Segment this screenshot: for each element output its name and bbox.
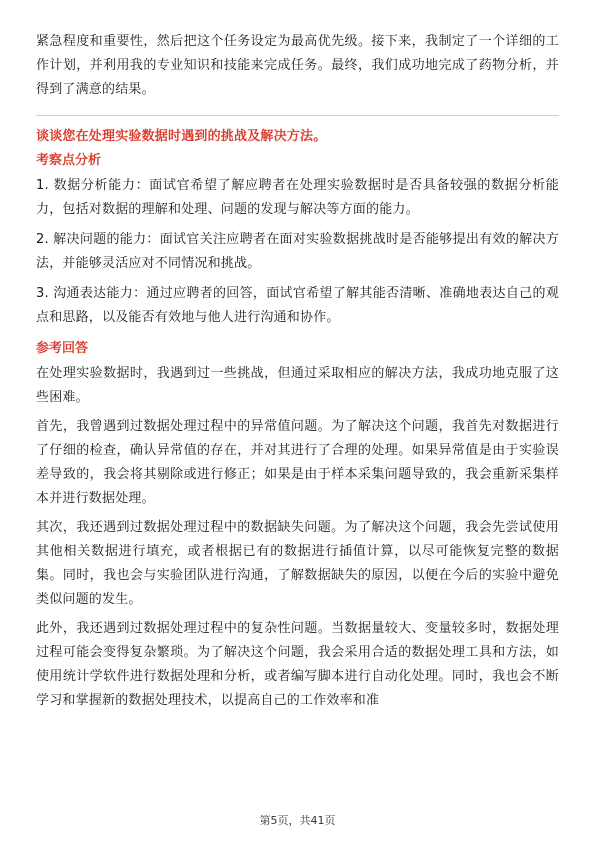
question-title: 谈谈您在处理实验数据时遇到的挑战及解决方法。 — [36, 129, 327, 144]
page-content — [36, 30, 559, 718]
answer-paragraph-3: 其次，我还遇到过数据处理过程中的数据缺失问题。为了解决这个问题，我会先尝试使用其他相关数据进行填充，或者根据已有的数据进行插值计算，以尽可能恢复完整的数据集。同时，我也会与实验团队进行沟通，了解数据缺失的原因，以便在今后的实验中避免类似问题的发生。 — [36, 520, 559, 607]
answer-paragraph-4: 此外，我还遇到过数据处理过程中的复杂性问题。当数据量较大、变量较多时，数据处理过程可能会变得复杂繁琐。为了解决这个问题，我会采用合适的数据处理工具和方法，如使用统计学软件进行数据处理和分析，或者编写脚本进行自动化处理。同时，我也会不断学习和掌握新的数据处理技术，以提高自己的工作效率和准 — [36, 621, 559, 708]
answer-paragraph-2: 首先，我曾遇到过数据处理过程中的异常值问题。为了解决这个问题，我首先对数据进行了仔细的检查，确认异常值的存在，并对其进行了合理的处理。如果异常值是由于实验误差导致的，我会将其剔除或进行修正；如果是由于样本采集问题导致的，我会重新采集样本并进行数据处理。 — [36, 419, 559, 506]
analysis-item-2: 2. 解决问题的能力：面试官关注应聘者在面对实验数据挑战时是否能够提出有效的解决方法，并能够灵活应对不同情况和挑战。 — [36, 232, 559, 271]
answer-paragraph-1: 在处理实验数据时，我遇到过一些挑战，但通过采取相应的解决方法，我成功地克服了这些困难。 — [36, 366, 559, 405]
answer-heading: 参考回答 — [36, 341, 89, 356]
analysis-heading: 考察点分析 — [36, 153, 102, 168]
analysis-item-1: 1. 数据分析能力：面试官希望了解应聘者在处理实验数据时是否具备较强的数据分析能力，包括对数据的理解和处理、问题的发现与解决等方面的能力。 — [36, 178, 559, 217]
page-number-footer: 第5页，共41页 — [259, 814, 336, 827]
section-divider — [36, 115, 559, 116]
analysis-item-3: 3. 沟通表达能力：通过应聘者的回答，面试官希望了解其能否清晰、准确地表达自己的观点和思路，以及能否有效地与他人进行沟通和协作。 — [36, 286, 559, 325]
intro-paragraph: 紧急程度和重要性，然后把这个任务设定为最高优先级。接下来，我制定了一个详细的工作计划，并利用我的专业知识和技能来完成任务。最终，我们成功地完成了药物分析，并得到了满意的结果。 — [36, 34, 559, 97]
